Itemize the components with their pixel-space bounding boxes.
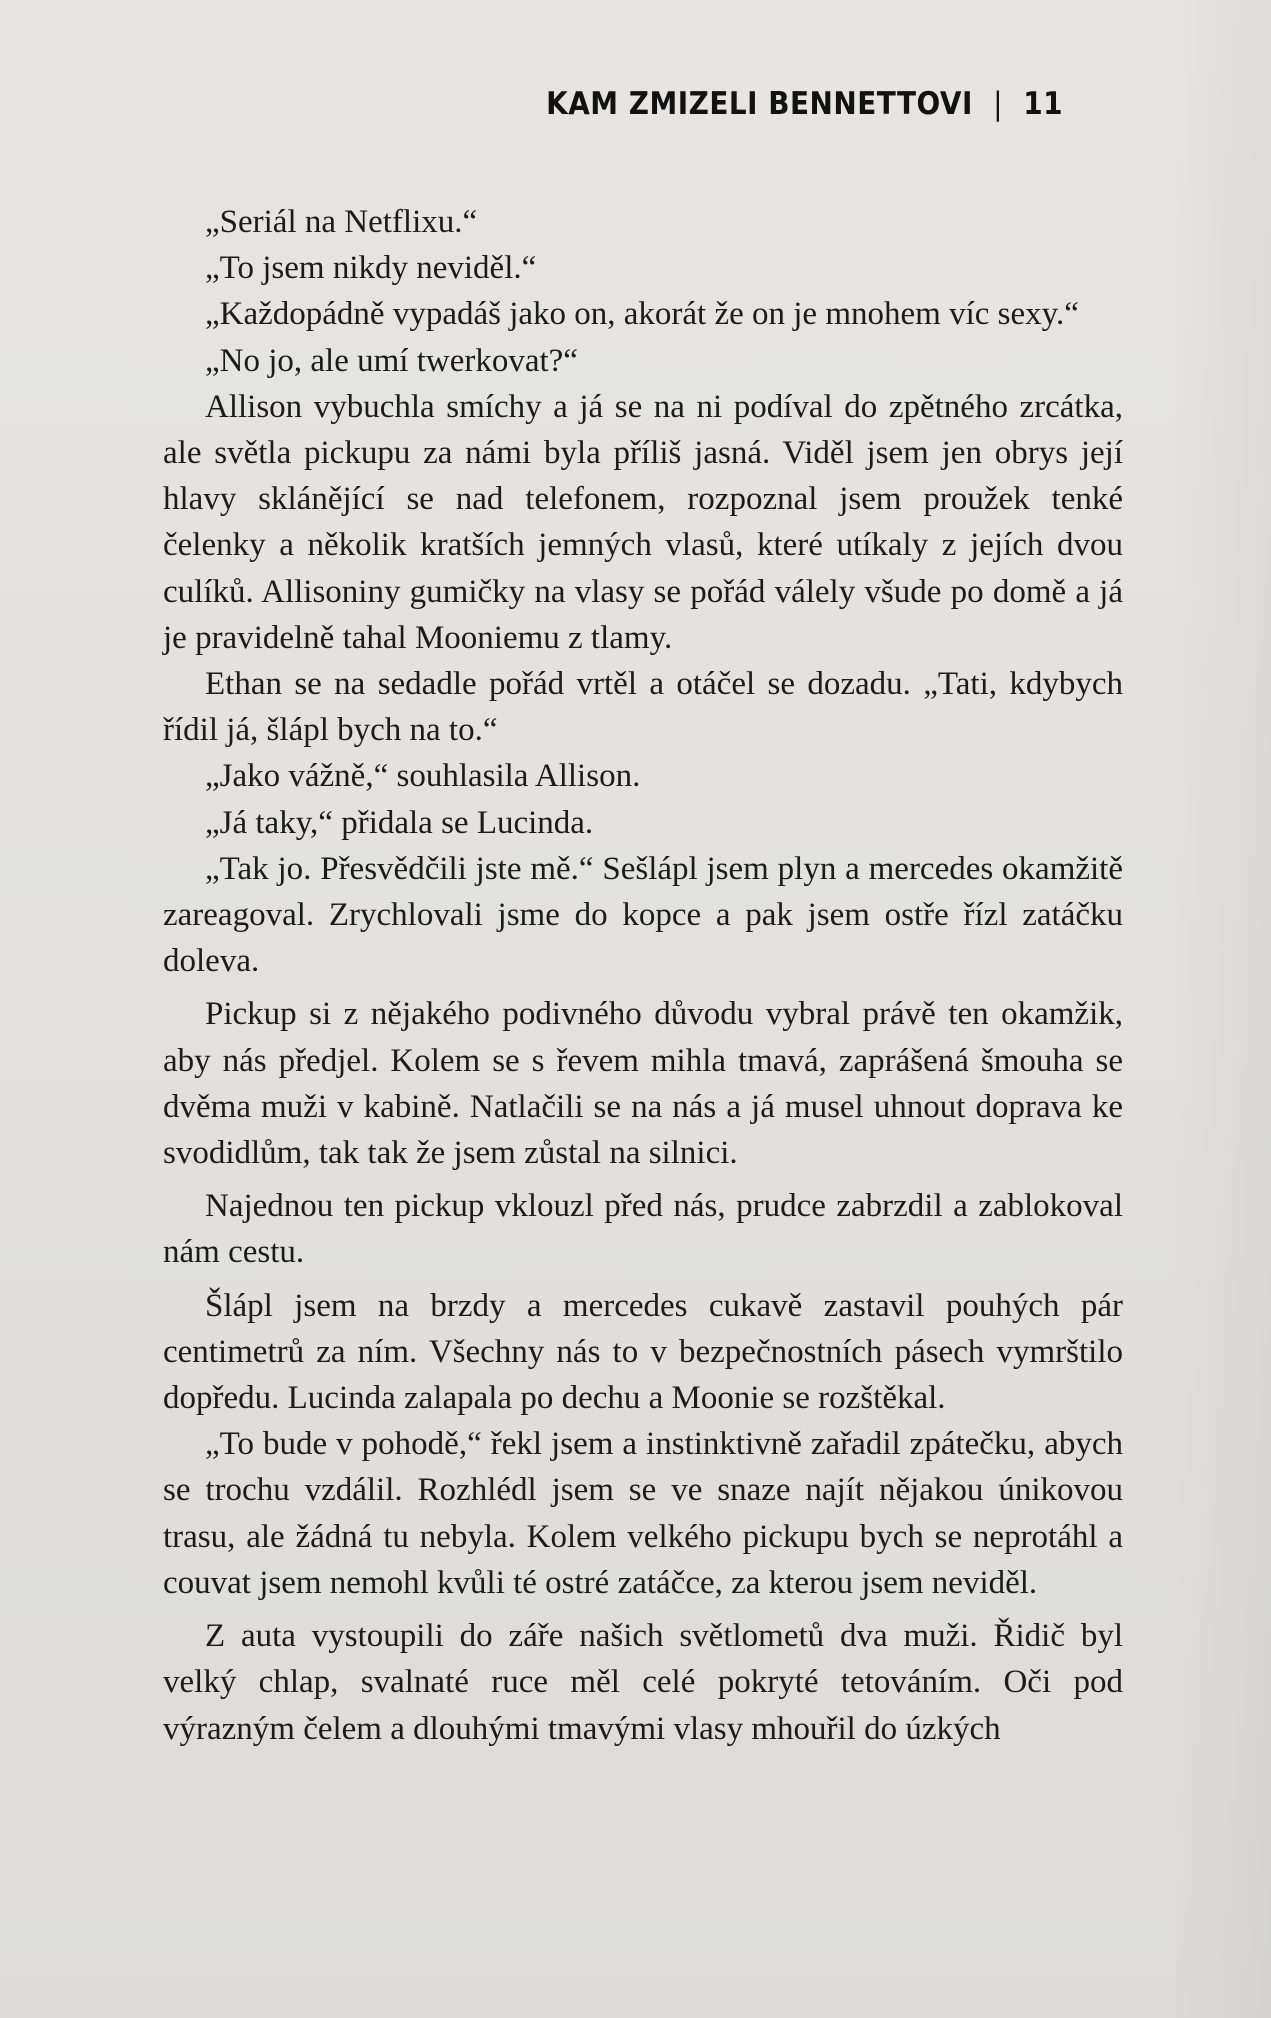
- header-separator: |: [993, 86, 1003, 122]
- paragraph: „Seriál na Netflixu.“: [205, 204, 478, 240]
- paragraph: Ethan se na sedadle pořád vrtěl a otáčel se dozadu. „Tati, kdybych řídil já, šlápl bych na to.“: [163, 666, 1123, 749]
- paragraph: Z auta vystoupili do záře našich světlometů dva muži. Řidič byl velký chlap, svalnaté ruce měl celé pokryté tetováním. Oči pod výrazným čelem a dlouhými tmavými vlasy mhouřil do úzkých: [163, 1618, 1123, 1747]
- paragraph: Pickup si z nějakého podivného důvodu vybral právě ten okamžik, aby nás předjel. Kolem se s řevem mihla tmavá, zaprášená šmouha se dvěma muži v kabině. Natlačili se na nás a já musel uhnout doprava ke svodidlům, tak tak že jsem zůstal na silnici.: [163, 996, 1123, 1172]
- paragraph: „Tak jo. Přesvědčili jste mě.“ Sešlápl jsem plyn a mercedes okamžitě zareagoval. Zrychlovali jsme do kopce a pak jsem ostře řízl zatáčku doleva.: [163, 850, 1123, 980]
- paragraph: Najednou ten pickup vklouzl před nás, prudce zabrzdil a zablokoval nám cestu.: [163, 1188, 1123, 1271]
- book-title: KAM ZMIZELI BENNETTOVI: [546, 86, 973, 122]
- paragraph: Šlápl jsem na brzdy a mercedes cukavě zastavil pouhých pár centimetrů za ním. Všechny nás to v bezpečnostních pásech vymrštilo dopředu. Lucinda zalapala po dechu a Moonie se rozštěkal.: [163, 1287, 1123, 1417]
- body-text: [163, 199, 1123, 1752]
- running-header: [546, 86, 1063, 122]
- paragraph: „Já taky,“ přidala se Lucinda.: [205, 804, 594, 841]
- paragraph: „To jsem nikdy neviděl.“: [205, 250, 537, 287]
- paragraph: „To bude v pohodě,“ řekl jsem a instinktivně zařadil zpátečku, abych se trochu vzdálil. Rozhlédl jsem se ve snaze najít nějakou únikovou trasu, ale žádná tu nebyla. Kolem velkého pickupu bych se neprotáhl a couvat jsem nemohl kvůli té ostré zatáčce, za kterou jsem neviděl.: [163, 1426, 1123, 1601]
- page-number: 11: [1023, 86, 1063, 122]
- paragraph: „No jo, ale umí twerkovat?“: [205, 342, 578, 379]
- paragraph: „Každopádně vypadáš jako on, akorát že on je mnohem víc sexy.“: [205, 296, 1079, 333]
- paragraph: „Jako vážně,“ souhlasila Allison.: [205, 758, 641, 795]
- paragraph: Allison vybuchla smíchy a já se na ni podíval do zpětného zrcátka, ale světla pickupu za námi byla příliš jasná. Viděl jsem jen obrys její hlavy sklánějící se nad telefonem, rozpoznal jsem proužek tenké čelenky a několik kratších jemných vlasů, které utíkaly z jejích dvou culíků. Allisoniny gumičky na vlasy se pořád válely všude po domě a já je pravidelně tahal Mooniemu z tlamy.: [163, 388, 1123, 656]
